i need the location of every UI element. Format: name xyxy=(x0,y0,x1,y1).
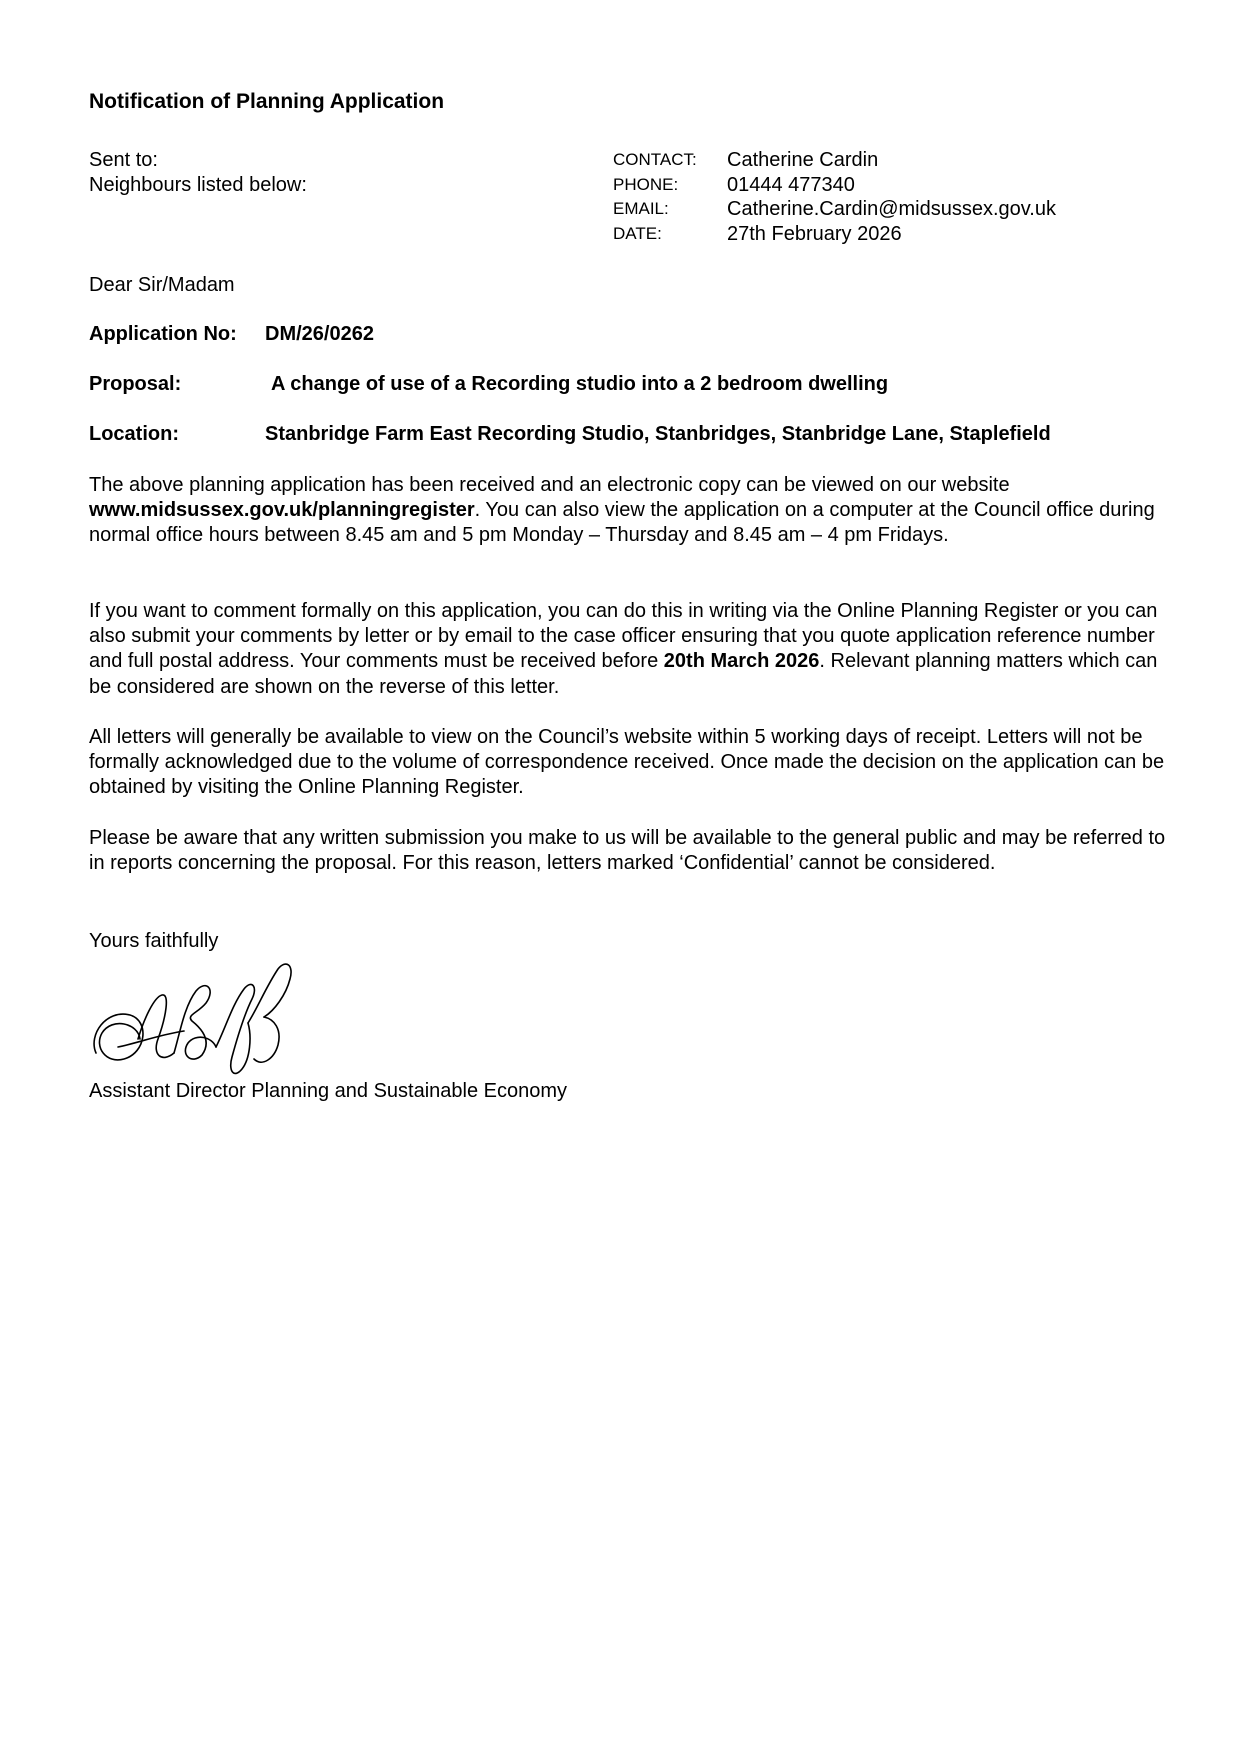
closing-line: Yours faithfully xyxy=(89,930,219,952)
handwritten-signature xyxy=(88,955,298,1077)
location-text: Stanbridge Farm East Recording Studio, Stanbridges, Stanbridge Lane, Staplefield xyxy=(265,423,1051,445)
date-row xyxy=(613,222,1056,247)
phone-row xyxy=(613,173,1056,198)
letter-date: 27th February 2026 xyxy=(727,222,902,245)
sent-to-label: Sent to: xyxy=(89,149,158,171)
contact-name: Catherine Cardin xyxy=(727,149,879,171)
location-label: Location: xyxy=(89,423,179,445)
contact-row xyxy=(613,148,1056,173)
contact-label: CONTACT: xyxy=(613,150,697,169)
email-address[interactable]: Catherine.Cardin@midsussex.gov.uk xyxy=(727,198,1056,220)
recipient-block xyxy=(89,148,307,198)
email-row xyxy=(613,197,1056,222)
paragraph-text: Please be aware that any written submission you make to us will be available to the general public and may be referred to in reports concerning the proposal. For this reason, letters marked ‘Confidential’ cannot be considered. xyxy=(89,827,1166,875)
date-label: DATE: xyxy=(613,223,662,243)
paragraph-text: All letters will generally be available to view on the Council’s website within 5 working days of receipt. Letters will not be formally acknowledged due to the volume of correspondence received. Once made the decision on the application can be obtained by visiting the Online Planning Register. xyxy=(89,726,1165,799)
email-label: EMAIL: xyxy=(613,199,669,218)
proposal-label: Proposal: xyxy=(89,373,182,395)
comment-deadline: 20th March 2026 xyxy=(663,650,820,673)
paragraph-text: If you want to comment formally on this application, you can do this in writing via the Online Planning Register or you can also submit your comments by letter or by email to the case officer ensuring that you quote application reference number and full postal address. Your comments must be received before xyxy=(89,600,1158,673)
application-number: DM/26/0262 xyxy=(265,323,374,345)
signatory-title: Assistant Director Planning and Sustainable Economy xyxy=(89,1080,568,1102)
application-number-label: Application No: xyxy=(89,323,237,345)
website-link[interactable]: www.midsussex.gov.uk/planningregister xyxy=(89,499,475,522)
paragraph-website xyxy=(89,473,1169,549)
paragraph-availability xyxy=(89,725,1169,801)
proposal-text: A change of use of a Recording studio into a 2 bedroom dwelling xyxy=(271,373,889,395)
contact-details xyxy=(613,148,1056,246)
paragraph-comments xyxy=(89,599,1169,700)
paragraph-text: The above planning application has been received and an electronic copy can be viewed on our website xyxy=(89,474,1010,496)
phone-number: 01444 477340 xyxy=(727,173,855,196)
page-title: Notification of Planning Application xyxy=(89,90,445,113)
paragraph-confidentiality xyxy=(89,826,1169,876)
neighbours-label: Neighbours listed below: xyxy=(89,174,307,196)
phone-label: PHONE: xyxy=(613,174,679,194)
salutation: Dear Sir/Madam xyxy=(89,274,235,296)
paragraph-text: . Relevant planning matters which can be considered are shown on the reverse of this letter. xyxy=(89,650,1158,698)
paragraph-text: . You can also view the application on a computer at the Council office during normal office hours between 8.45 am and 5 pm Monday – Thursday and 8.45 am – 4 pm Fridays. xyxy=(89,499,1155,547)
